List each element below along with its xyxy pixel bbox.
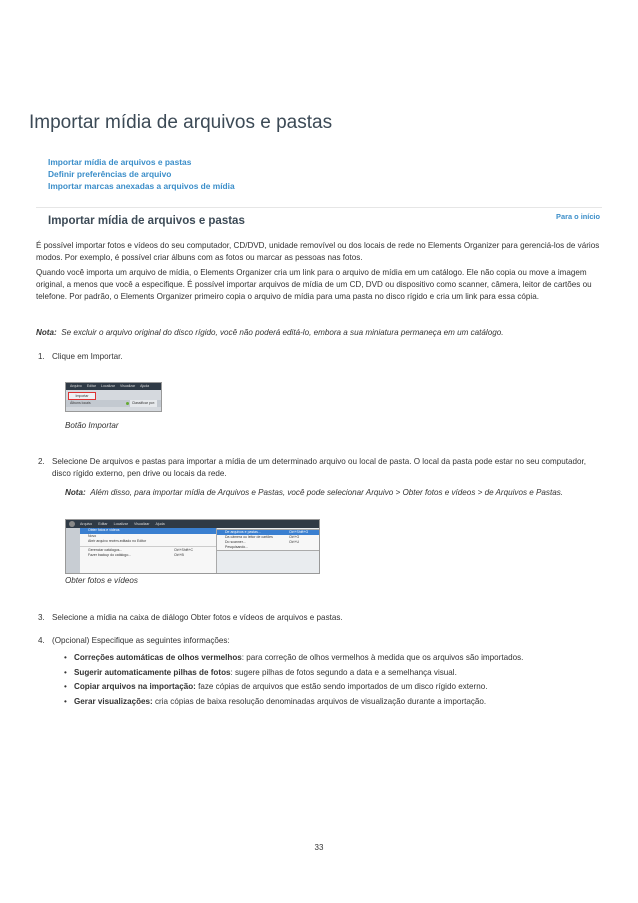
caption-import-button: Botão Importar	[65, 421, 119, 430]
page-number: 33	[314, 843, 324, 852]
menu-backup-catalog: Fazer backup do catálogo... Ctrl+B	[88, 553, 184, 557]
menu-item-find: Localizar	[101, 384, 116, 388]
back-to-top-link[interactable]: Para o início	[556, 212, 600, 221]
menu-item-view: Visualizar	[133, 522, 150, 526]
submenu-searching: Pesquisando...	[225, 545, 249, 549]
import-button: Importar	[68, 392, 96, 400]
menu-new: Novo	[88, 533, 97, 538]
menu-item-help: Ajuda	[155, 522, 165, 526]
get-photos-menu-screenshot	[65, 519, 320, 574]
app-logo-icon	[69, 521, 75, 527]
linking-paragraph: Quando você importa um arquivo de mídia, o Elements Organizer cria um link para o arquivo de mídia em um catálogo. Ele não copia ou move a imagem original, a menos que você a especifique. É possível importar arquivos de mídia de um CD, DVD ou dispositivo como scanner, câmera, leitor de cartões ou telefone. Por padrão, o Elements Organizer primeiro copia o arquivo de mídia para uma pasta no disco rígido e cria um link para essa cópia.	[36, 268, 592, 301]
add-icon	[126, 402, 129, 405]
menu-item-edit: Editar	[98, 522, 108, 526]
list-item: • Gerar visualizações: cria cópias de baixa resolução denominadas arquivos de visualização durante a importação.	[64, 695, 604, 710]
note-text: Além disso, para importar mídia de Arquivos e Pastas, você pode selecionar Arquivo > Obter fotos e vídeos > de Arquivos e Pastas.	[90, 488, 564, 497]
screenshot-menubar	[66, 520, 319, 528]
note-delete-original	[36, 327, 604, 339]
sort-by-label: Classificar por:	[131, 401, 155, 405]
step-text: Selecione a mídia na caixa de diálogo Obter fotos e vídeos de arquivos e pastas.	[52, 613, 343, 622]
menu-item-help: Ajuda	[140, 384, 150, 388]
file-menu	[80, 528, 217, 573]
menu-manage-catalogs: Gerenciar catálogos... Ctrl+Shift+C	[88, 547, 194, 552]
step-3	[38, 612, 602, 624]
menu-item-edit: Editar	[86, 384, 97, 388]
local-albums-label: Álbuns locais	[70, 401, 91, 405]
menu-item-view: Visualizar	[120, 384, 136, 388]
submenu-from-camera: Da câmera ou leitor de cartões Ctrl+G	[225, 535, 300, 539]
step-4	[38, 635, 602, 647]
step-1	[38, 351, 602, 363]
options-list	[64, 651, 604, 709]
step-number: 1.	[38, 352, 45, 361]
step-text: Selecione De arquivos e pastas para importar a mídia de um determinado arquivo ou local de pasta. O local da pasta pode estar no seu computador, disco rígido externo, pen drive ou locais da rede.	[52, 457, 587, 478]
step-2	[38, 456, 602, 480]
screenshot-left-pane	[66, 528, 80, 573]
menu-open-recent: Abrir arquivo recém-editado no Editor	[88, 539, 147, 543]
section-divider	[36, 207, 602, 208]
note-text: Se excluir o arquivo original do disco rígido, você não poderá editá-lo, embora a sua miniatura permaneça em um catálogo.	[61, 328, 504, 337]
list-item: • Correções automáticas de olhos vermelhos: para correção de olhos vermelhos à medida que os arquivos são importados.	[64, 651, 604, 666]
menu-item-find: Localizar	[113, 522, 128, 526]
submenu-from-scanner: Do scanner... Ctrl+U	[225, 540, 300, 544]
step-text: Clique em Importar.	[52, 352, 123, 361]
list-item: • Copiar arquivos na importação: faze cópias de arquivos que estão sendo importados de um disco rígido externo.	[64, 680, 604, 695]
toc-link-import-tags[interactable]: Importar marcas anexadas a arquivos de mídia	[48, 181, 235, 191]
screenshot-toolbar	[66, 400, 161, 407]
list-item: • Sugerir automaticamente pilhas de fotos: sugere pilhas de fotos segundo a data e a semelhança visual.	[64, 666, 604, 681]
table-of-contents	[48, 156, 235, 192]
step-number: 2.	[38, 457, 45, 466]
page-title: Importar mídia de arquivos e pastas	[29, 112, 333, 133]
section-title: Importar mídia de arquivos e pastas	[48, 215, 245, 227]
toc-link-import-media[interactable]: Importar mídia de arquivos e pastas	[48, 157, 192, 167]
import-button-screenshot	[65, 382, 162, 412]
screenshot-menubar	[66, 383, 161, 390]
menu-separator	[80, 546, 216, 547]
menu-item-file: Arquivo	[80, 522, 93, 526]
menu-item-file: Arquivo	[70, 384, 82, 388]
get-photos-submenu	[216, 529, 320, 551]
step-number: 3.	[38, 613, 45, 622]
step-text: (Opcional) Especifique as seguintes informações:	[52, 636, 230, 645]
intro-paragraph: É possível importar fotos e vídeos do seu computador, CD/DVD, unidade removível ou dos locais de rede no Elements Organizer para gerenciá-los de vários modos. Por exemplo, é possível criar álbuns com as fotos ou marcar as pessoas nas fotos.	[36, 241, 600, 262]
note-label: Nota:	[65, 488, 86, 497]
note-file-menu	[65, 487, 603, 499]
submenu-from-files: De arquivos e pastas... Ctrl+Shift+G	[217, 530, 320, 535]
menu-get-photos: Obter fotos e vídeos	[80, 528, 216, 534]
note-label: Nota:	[36, 328, 57, 337]
toc-link-file-preferences[interactable]: Definir preferências de arquivo	[48, 169, 172, 179]
caption-get-photos: Obter fotos e vídeos	[65, 576, 138, 585]
step-number: 4.	[38, 636, 45, 645]
